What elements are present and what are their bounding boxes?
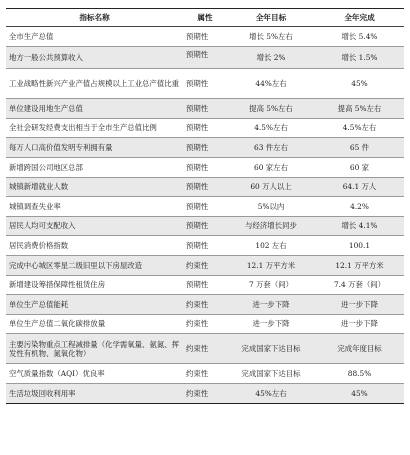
target-cell: 4.5%左右 [227,118,315,138]
completion-cell: 4.5%左右 [315,118,404,138]
indicator-name-cell: 居民人均可支配收入 [6,216,183,236]
attribute-cell: 预期性 [183,216,227,236]
indicator-name-cell: 单位建设用地生产总值 [6,99,183,119]
table-row [6,236,404,256]
indicator-name-cell: 工业战略性新兴产业产值占规模以上工业总产值比重 [6,69,183,99]
target-cell: 完成国家下达目标 [227,364,315,384]
completion-cell: 45% [315,383,404,403]
target-cell: 12.1 万平方米 [227,255,315,275]
indicator-name-cell: 主要污染物重点工程减排量（化学需氧量、氨氮、挥发性有机物、氮氧化物） [6,334,183,364]
table-row [6,275,404,295]
indicator-name-cell: 单位生产总值二氧化碳排放量 [6,314,183,334]
table-row [6,197,404,217]
target-cell: 进一步下降 [227,314,315,334]
attribute-cell: 预期性 [183,46,227,69]
target-cell: 与经济增长同步 [227,216,315,236]
table-row [6,383,404,403]
table-row [6,314,404,334]
indicators-table [6,8,404,404]
completion-cell: 88.5% [315,364,404,384]
completion-cell: 45% [315,69,404,99]
attribute-cell: 预期性 [183,99,227,119]
indicator-name-cell: 全社会研发经费支出相当于全市生产总值比例 [6,118,183,138]
attribute-cell: 预期性 [183,157,227,177]
indicator-name-cell: 每万人口高价值发明专利拥有量 [6,138,183,158]
completion-cell: 65 件 [315,138,404,158]
attribute-cell: 约束性 [183,334,227,364]
table-row [6,138,404,158]
indicator-name-cell: 地方一般公共预算收入 [6,46,183,69]
table-row [6,177,404,197]
attribute-cell: 约束性 [183,383,227,403]
completion-cell: 增长 1.5% [315,46,404,69]
attribute-cell: 约束性 [183,295,227,315]
attribute-cell: 约束性 [183,314,227,334]
table-row [6,46,404,69]
target-cell: 44%左右 [227,69,315,99]
table-row [6,364,404,384]
target-cell: 63 件左右 [227,138,315,158]
completion-cell: 增长 5.4% [315,27,404,47]
indicator-name-cell: 单位生产总值能耗 [6,295,183,315]
attribute-cell: 预期性 [183,177,227,197]
target-cell: 60 万人以上 [227,177,315,197]
attribute-cell: 约束性 [183,364,227,384]
indicator-name-cell: 居民消费价格指数 [6,236,183,256]
indicator-name-cell: 新增跨国公司地区总部 [6,157,183,177]
table-row [6,157,404,177]
header-annual-target: 全年目标 [227,9,315,27]
completion-cell: 进一步下降 [315,295,404,315]
table-row [6,69,404,99]
table-row [6,99,404,119]
indicator-name-cell: 城镇调查失业率 [6,197,183,217]
completion-cell: 60 家 [315,157,404,177]
completion-cell: 100.1 [315,236,404,256]
target-cell: 45%左右 [227,383,315,403]
table-header-row [6,9,404,27]
attribute-cell: 约束性 [183,255,227,275]
target-cell: 102 左右 [227,236,315,256]
table-row [6,255,404,275]
target-cell: 7 万套（间） [227,275,315,295]
attribute-cell: 预期性 [183,27,227,47]
completion-cell: 完成年度目标 [315,334,404,364]
attribute-cell: 预期性 [183,118,227,138]
table-row [6,334,404,364]
header-attribute: 属性 [183,9,227,27]
table-row [6,27,404,47]
attribute-cell: 预期性 [183,275,227,295]
indicator-name-cell: 新增建设筹措保障性租赁住房 [6,275,183,295]
table-row [6,118,404,138]
completion-cell: 7.4 万套（间） [315,275,404,295]
table-row [6,295,404,315]
target-cell: 提高 5%左右 [227,99,315,119]
attribute-cell: 预期性 [183,236,227,256]
completion-cell: 4.2% [315,197,404,217]
indicator-name-cell: 空气质量指数（AQI）优良率 [6,364,183,384]
target-cell: 5%以内 [227,197,315,217]
target-cell: 60 家左右 [227,157,315,177]
attribute-cell: 预期性 [183,69,227,99]
target-cell: 进一步下降 [227,295,315,315]
completion-cell: 提高 5%左右 [315,99,404,119]
completion-cell: 64.1 万人 [315,177,404,197]
header-indicator-name: 指标名称 [6,9,183,27]
completion-cell: 进一步下降 [315,314,404,334]
indicator-name-cell: 城镇新增就业人数 [6,177,183,197]
completion-cell: 增长 4.1% [315,216,404,236]
target-cell: 增长 5%左右 [227,27,315,47]
attribute-cell: 预期性 [183,197,227,217]
table-row [6,216,404,236]
indicator-name-cell: 全市生产总值 [6,27,183,47]
completion-cell: 12.1 万平方米 [315,255,404,275]
indicator-name-cell: 生活垃圾回收利用率 [6,383,183,403]
attribute-cell: 预期性 [183,138,227,158]
target-cell: 完成国家下达目标 [227,334,315,364]
indicator-name-cell: 完成中心城区零星二级旧里以下房屋改造 [6,255,183,275]
target-cell: 增长 2% [227,46,315,69]
header-annual-completion: 全年完成 [315,9,404,27]
